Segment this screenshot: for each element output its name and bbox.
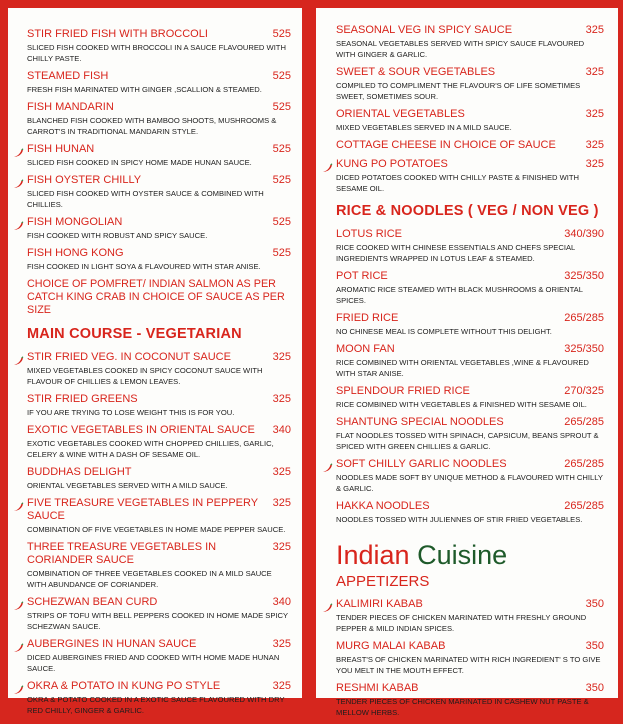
menu-item-header: [27, 174, 291, 187]
menu-item-header: [336, 682, 604, 695]
menu-item-description: COMPILED TO COMPLIMENT THE FLAVOUR'S OF LIFE SOMETIMES SWEET, SOMETIMES SOUR.: [336, 81, 581, 101]
menu-item-header: [336, 270, 604, 283]
menu-item-price: 325: [272, 351, 291, 363]
cuisine-word: Cuisine: [417, 540, 508, 570]
menu-item-price: 350: [585, 682, 604, 694]
menu-item-price: 325: [585, 24, 604, 36]
menu-item-header: [27, 70, 291, 83]
menu-item-name: KUNG PO POTATOES: [336, 158, 448, 170]
menu-item: [27, 541, 291, 590]
menu-item-name: FISH MANDARIN: [27, 101, 114, 113]
menu-item-header: [336, 139, 604, 152]
menu-item-name: SWEET & SOUR VEGETABLES: [336, 66, 496, 78]
menu-item-name: FIVE TREASURE VEGETABLES IN PEPPERY SAUCE: [27, 497, 258, 522]
menu-item: [27, 143, 291, 168]
menu-item-description: MIXED VEGETABLES SERVED IN A MILD SAUCE.: [336, 123, 512, 132]
menu-item-description: OKRA & POTATO COOKED IN A EXOTIC SAUCE FLAVOURED WITH DRY RED CHILLY, GINGER & GARLIC.: [27, 695, 285, 715]
menu-item-description: SLICED FISH COOKED IN SPICY HOME MADE HUNAN SAUCE.: [27, 158, 252, 167]
menu-item-header: [336, 108, 604, 121]
chili-icon: [13, 640, 24, 650]
left-column: [27, 28, 291, 722]
menu-item: [336, 682, 604, 718]
menu-item-header: [336, 66, 604, 79]
menu-item-header: [27, 28, 291, 41]
menu-item-name: SEASONAL VEG IN SPICY SAUCE: [336, 24, 513, 36]
chili-icon: [13, 176, 24, 186]
menu-item: [27, 424, 291, 460]
menu-item: [27, 596, 291, 632]
menu-page-left: [8, 8, 302, 715]
chili-icon: [322, 600, 333, 610]
menu-item-name: LOTUS RICE: [336, 228, 403, 240]
fish-note: CHOICE OF POMFRET/ INDIAN SALMON AS PER CATCH KING CRAB IN CHOICE OF SAUCE AS PER SIZE: [27, 278, 285, 316]
chili-icon: [13, 353, 24, 363]
menu-item-price: 265/285: [564, 458, 604, 470]
chili-icon: [13, 499, 24, 509]
menu-item-price: 270/325: [564, 385, 604, 397]
menu-item-price: 325: [272, 393, 291, 405]
rice-section-title: RICE & NOODLES ( VEG / NON VEG ): [336, 203, 599, 219]
menu-item: [27, 174, 291, 210]
menu-item-price: 325: [272, 638, 291, 650]
menu-item-price: 325: [585, 66, 604, 78]
menu-item-description: IF YOU ARE TRYING TO LOSE WEIGHT THIS IS FOR YOU.: [27, 408, 235, 417]
menu-item: [27, 351, 291, 387]
appetizers-title: APPETIZERS: [336, 573, 430, 590]
menu-item-header: [336, 24, 604, 37]
menu-item-price: 525: [272, 101, 291, 113]
veg-list: [27, 351, 291, 716]
menu-item-name: AUBERGINES IN HUNAN SAUCE: [27, 638, 197, 650]
menu-item-name: THREE TREASURE VEGETABLES IN CORIANDER SAUCE: [27, 541, 217, 566]
menu-item: [27, 466, 291, 491]
menu-item-header: [27, 101, 291, 114]
menu-item-name: FISH MONGOLIAN: [27, 216, 123, 228]
menu-item: [27, 497, 291, 535]
menu-item-price: 325: [585, 108, 604, 120]
menu-item-header: [336, 343, 604, 356]
menu-item: [27, 638, 291, 674]
menu-item-price: 340: [272, 596, 291, 608]
menu-item-header: [336, 500, 604, 513]
menu-item-name: RESHMI KABAB: [336, 682, 419, 694]
menu-item-price: 325/350: [564, 270, 604, 282]
menu-item-header: [27, 351, 291, 364]
menu-item-description: DICED POTATOES COOKED WITH CHILLY PASTE & FINISHED WITH SESAME OIL.: [336, 173, 580, 193]
menu-item-description: BLANCHED FISH COOKED WITH BAMBOO SHOOTS, MUSHROOMS & CARROT'S IN TRADITIONAL MANDARIN STYLE.: [27, 116, 277, 136]
menu-item-header: [336, 158, 604, 171]
menu-item-price: 525: [272, 216, 291, 228]
menu-item-description: NOODLES MADE SOFT BY UNIQUE METHOD & FLAVOURED WITH CHILLY & GARLIC.: [336, 473, 603, 493]
menu-item-header: [27, 393, 291, 406]
menu-item: [27, 247, 291, 272]
menu-item-name: SCHEZWAN BEAN CURD: [27, 596, 158, 608]
chili-icon: [13, 145, 24, 155]
menu-item: [336, 139, 604, 152]
menu-item-name: STEAMED FISH: [27, 70, 109, 82]
menu-item-price: 325: [585, 139, 604, 151]
menu-item-header: [336, 598, 604, 611]
menu-item-description: SLICED FISH COOKED WITH BROCCOLI IN A SAUCE FLAVOURED WITH CHILLY PASTE.: [27, 43, 286, 63]
menu-item-description: RICE COOKED WITH CHINESE ESSENTIALS AND CHEFS SPECIAL INGREDIENTS WRAPPED IN LOTUS LEAF & STEAMED.: [336, 243, 575, 263]
menu-item-header: [336, 312, 604, 325]
chili-icon: [322, 160, 333, 170]
menu-item-description: ORIENTAL VEGETABLES SERVED WITH A MILD SAUCE.: [27, 481, 228, 490]
menu-item-price: 265/285: [564, 500, 604, 512]
menu-item-name: HAKKA NOODLES: [336, 500, 430, 512]
menu-item: [27, 680, 291, 716]
menu-item-header: [27, 497, 291, 523]
chili-icon: [13, 682, 24, 692]
menu-item-name: STIR FRIED FISH WITH BROCCOLI: [27, 28, 208, 40]
menu-item-price: 325: [272, 680, 291, 692]
indian-cuisine-title: [336, 539, 604, 571]
menu-item-header: [27, 216, 291, 229]
menu-item: [336, 500, 604, 525]
menu-page-right: [316, 8, 618, 717]
menu-item-description: DICED AUBERGINES FRIED AND COOKED WITH HOME MADE HUNAN SAUCE.: [27, 653, 280, 673]
menu-item-price: 265/285: [564, 416, 604, 428]
fish-list: [27, 28, 291, 272]
menu-item: [336, 24, 604, 60]
menu-item: [336, 270, 604, 306]
menu-item-name: STIR FRIED GREENS: [27, 393, 138, 405]
menu-item-name: STIR FRIED VEG. IN COCONUT SAUCE: [27, 351, 231, 363]
menu-item-name: SPLENDOUR FRIED RICE: [336, 385, 470, 397]
menu-item-price: 325: [585, 158, 604, 170]
menu-item-header: [336, 458, 604, 471]
menu-item-price: 525: [272, 70, 291, 82]
menu-item-price: 350: [585, 598, 604, 610]
menu-item: [336, 416, 604, 452]
menu-item-name: KALIMIRI KABAB: [336, 598, 423, 610]
menu-item-price: 525: [272, 247, 291, 259]
menu-item-description: BREAST'S OF CHICKEN MARINATED WITH RICH INGREDIENT' S TO GIVE YOU MELT IN THE MOUTH EFFECT.: [336, 655, 601, 675]
menu-item: [27, 216, 291, 241]
veg-section-title: MAIN COURSE - VEGETARIAN: [27, 326, 242, 342]
menu-item-name: FRIED RICE: [336, 312, 399, 324]
menu-item-header: [27, 466, 291, 479]
menu-item-description: SEASONAL VEGETABLES SERVED WITH SPICY SAUCE FLAVOURED WITH GINGER & GARLIC.: [336, 39, 585, 59]
menu-item-description: TENDER PIECES OF CHICKEN MARINATED IN CASHEW NUT PASTE & MELLOW HERBS.: [336, 697, 589, 717]
menu-item-description: FISH COOKED WITH ROBUST AND SPICY SAUCE.: [27, 231, 208, 240]
chili-icon: [13, 218, 24, 228]
menu-item-price: 350: [585, 640, 604, 652]
menu-item-name: OKRA & POTATO IN KUNG PO STYLE: [27, 680, 221, 692]
menu-item-name: POT RICE: [336, 270, 388, 282]
menu-item-description: NOODLES TOSSED WITH JULIENNES OF STIR FRIED VEGETABLES.: [336, 515, 583, 524]
menu-item: [336, 66, 604, 102]
menu-item-name: MOON FAN: [336, 343, 395, 355]
menu-item-description: AROMATIC RICE STEAMED WITH BLACK MUSHROOMS & ORIENTAL SPICES.: [336, 285, 583, 305]
menu-item-name: ORIENTAL VEGETABLES: [336, 108, 465, 120]
right-column: [336, 24, 604, 724]
menu-item-name: BUDDHAS DELIGHT: [27, 466, 132, 478]
menu-item-description: EXOTIC VEGETABLES COOKED WITH CHOPPED CHILLIES, GARLIC, CELERY & WINE WITH A DASH OF SESAME OIL.: [27, 439, 274, 459]
menu-item-price: 325/350: [564, 343, 604, 355]
menu-item-name: SHANTUNG SPECIAL NOODLES: [336, 416, 504, 428]
menu-item-price: 525: [272, 174, 291, 186]
menu-item-description: COMBINATION OF THREE VEGETABLES COOKED IN A MILD SAUCE WITH ABUNDANCE OF CORIANDER.: [27, 569, 272, 589]
menu-item-description: MIXED VEGETABLES COOKED IN SPICY COCONUT SAUCE WITH FLAVOUR OF CHILLIES & LEMON LEAVES.: [27, 366, 263, 386]
menu-item-price: 525: [272, 28, 291, 40]
menu-item-description: FISH COOKED IN LIGHT SOYA & FLAVOURED WITH STAR ANISE.: [27, 262, 261, 271]
menu-item: [27, 28, 291, 64]
menu-item: [336, 385, 604, 410]
menu-item-header: [336, 228, 604, 241]
menu-item: [336, 343, 604, 379]
menu-item-price: 340: [272, 424, 291, 436]
veg-list-continued: [336, 24, 604, 194]
menu-item-description: STRIPS OF TOFU WITH BELL PEPPERS COOKED IN HOME MADE SPICY SCHEZWAN SAUCE.: [27, 611, 288, 631]
menu-item-name: COTTAGE CHEESE IN CHOICE OF SAUCE: [336, 139, 556, 151]
menu-item: [336, 598, 604, 634]
menu-item-price: 265/285: [564, 312, 604, 324]
chili-icon: [13, 598, 24, 608]
menu-item: [27, 101, 291, 137]
menu-item-header: [27, 143, 291, 156]
menu-item: [336, 312, 604, 337]
menu-item: [336, 458, 604, 494]
appetizer-list: [336, 598, 604, 718]
menu-item-name: EXOTIC VEGETABLES IN ORIENTAL SAUCE: [27, 424, 255, 436]
menu-item-name: FISH OYSTER CHILLY: [27, 174, 142, 186]
menu-item-name: SOFT CHILLY GARLIC NOODLES: [336, 458, 507, 470]
menu-item-description: TENDER PIECES OF CHICKEN MARINATED WITH FRESHLY GROUND PEPPER & MILD INDIAN SPICES.: [336, 613, 587, 633]
menu-item-price: 325: [272, 466, 291, 478]
menu-item: [336, 640, 604, 676]
menu-item-header: [336, 416, 604, 429]
menu-item-header: [27, 638, 291, 651]
menu-item-price: 340/390: [564, 228, 604, 240]
menu-item-price: 525: [272, 143, 291, 155]
menu-item: [336, 228, 604, 264]
menu-item-description: FLAT NOODLES TOSSED WITH SPINACH, CAPSICUM, BEANS SPROUT & SPICED WITH GREEN CHILLIES & GARLIC.: [336, 431, 599, 451]
menu-item-description: NO CHINESE MEAL IS COMPLETE WITHOUT THIS DELIGHT.: [336, 327, 552, 336]
menu-item-header: [27, 596, 291, 609]
menu-item-header: [27, 247, 291, 260]
menu-item-price: 325: [272, 541, 291, 553]
menu-item-description: FRESH FISH MARINATED WITH GINGER ,SCALLION & STEAMED.: [27, 85, 262, 94]
menu-item-header: [27, 424, 291, 437]
chili-icon: [322, 460, 333, 470]
menu-item-name: FISH HUNAN: [27, 143, 95, 155]
menu-item-description: COMBINATION OF FIVE VEGETABLES IN HOME MADE PEPPER SAUCE.: [27, 525, 286, 534]
rice-list: [336, 228, 604, 525]
menu-item-name: MURG MALAI KABAB: [336, 640, 446, 652]
menu-item-header: [336, 640, 604, 653]
menu-item-header: [27, 541, 291, 567]
menu-item: [336, 108, 604, 133]
menu-item: [27, 70, 291, 95]
menu-item-description: RICE COMBINED WITH VEGETABLES & FINISHED WITH SESAME OIL.: [336, 400, 587, 409]
menu-item-name: FISH HONG KONG: [27, 247, 124, 259]
menu-item-header: [27, 680, 291, 693]
menu-item: [336, 158, 604, 194]
menu-item-description: SLICED FISH COOKED WITH OYSTER SAUCE & COMBINED WITH CHILLIES.: [27, 189, 264, 209]
indian-word: Indian: [336, 540, 410, 570]
menu-item-header: [336, 385, 604, 398]
menu-item: [27, 393, 291, 418]
menu-item-description: RICE COMBINED WITH ORIENTAL VEGETABLES ,WINE & FLAVOURED WITH STAR ANISE.: [336, 358, 589, 378]
menu-item-price: 325: [272, 497, 291, 509]
